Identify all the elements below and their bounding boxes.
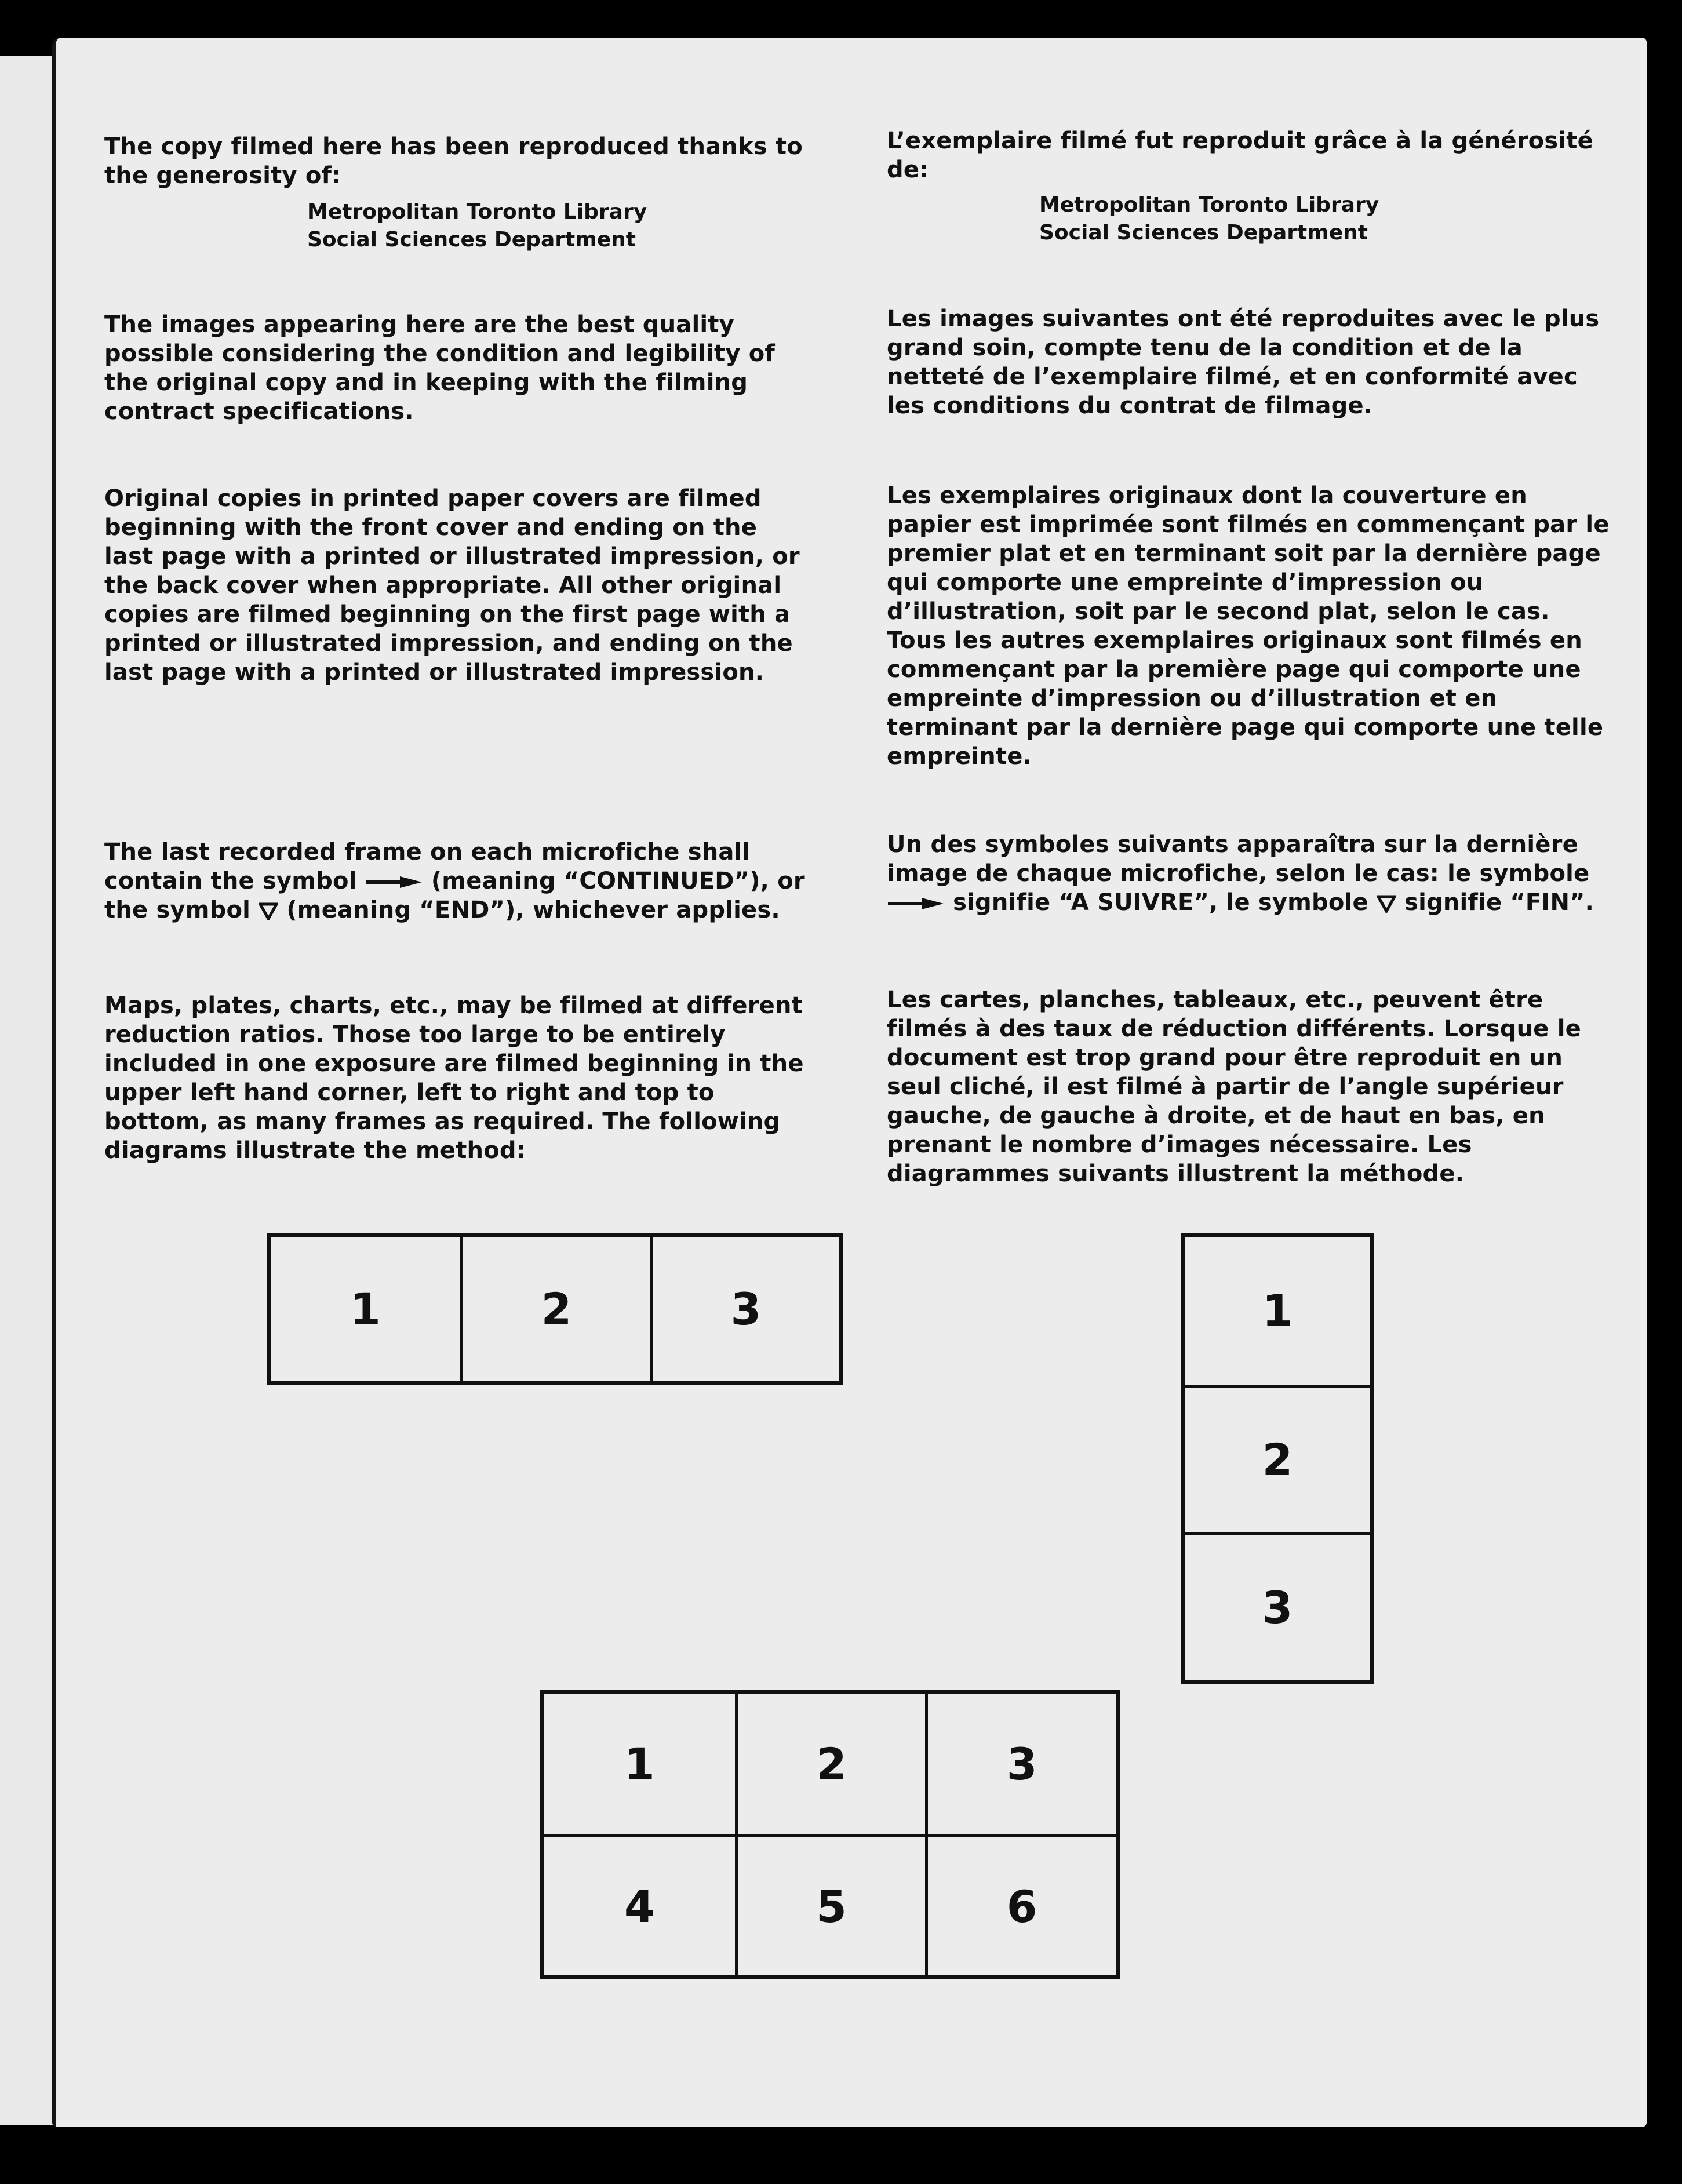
frame-cell: 2 xyxy=(735,1694,926,1834)
triangle-down-icon xyxy=(1377,894,1396,913)
arrow-right-icon xyxy=(365,875,423,889)
english-symbols-text-b: (meaning “CONTINUED”), or the symbol xyxy=(104,868,805,923)
horizontal-frame-diagram xyxy=(267,1233,843,1385)
frame-cell: 1 xyxy=(1262,1284,1293,1337)
french-symbols-text-a: Un des symboles suivants apparaîtra sur la dernière image de chaque microfiche, selon le cas: le symbole xyxy=(887,831,1590,887)
french-quality-paragraph: Les images suivantes ont été reproduites avec le plus grand soin, compte tenu de la condition et de la netteté de l’exemplaire filmé, et en conformité avec les conditions du contrat de filmage. xyxy=(887,305,1600,419)
frame-cell: 2 xyxy=(460,1237,650,1381)
english-quality-paragraph: The images appearing here are the best quality possible considering the condition and legibility of the original copy and in keeping with the filming contract specifications. xyxy=(104,311,776,425)
frame-cell: 2 xyxy=(1185,1385,1370,1533)
english-covers-paragraph: Original copies in printed paper covers are filmed beginning with the front cover and ending on the last page with a printed or illustrated impression, or the back cover when appropriate. All other original copies are filmed beginning on the first page with a printed or illustrated impression, and ending on the last page with a printed or illustrated impression. xyxy=(104,485,800,686)
previous-page-edge xyxy=(0,56,58,2125)
french-source-library: Metropolitan Toronto Library xyxy=(1039,193,1379,217)
french-symbols-paragraph xyxy=(887,830,1611,917)
french-intro: L’exemplaire filmé fut reproduit grâce à la générosité de: xyxy=(887,128,1593,183)
english-symbols-text-a: The last recorded frame on each microfiche shall contain the symbol xyxy=(104,839,751,894)
vertical-frame-diagram xyxy=(1181,1233,1374,1684)
english-source-library: Metropolitan Toronto Library xyxy=(307,200,647,224)
french-covers-paragraph: Les exemplaires originaux dont la couverture en papier est imprimée sont filmés en commençant par le premier plat et en terminant soit par la dernière page qui comporte une empreinte d’impression ou d’illustration, soit par le second plat, selon le cas. Tous les autres exemplaires originaux sont filmés en commençant par la première page qui comporte une empreinte d’impression ou d’illustration et en terminant par la dernière page qui comporte une telle empreinte. xyxy=(887,482,1610,770)
english-maps-paragraph: Maps, plates, charts, etc., may be filmed at different reduction ratios. Those too large to be entirely included in one exposure are filmed beginning in the upper left hand corner, left to right and top to bottom, as many frames as required. The following diagrams illustrate the method: xyxy=(104,992,804,1164)
frame-cell: 6 xyxy=(925,1834,1116,1975)
triangle-down-icon xyxy=(259,902,278,920)
english-source-department: Social Sciences Department xyxy=(307,228,636,252)
frame-cell: 4 xyxy=(544,1834,735,1975)
frame-cell: 1 xyxy=(350,1283,381,1335)
english-symbols-paragraph xyxy=(104,838,811,924)
french-symbols-text-c: signifie “FIN”. xyxy=(1404,889,1594,916)
frame-cell: 5 xyxy=(735,1834,926,1975)
frame-cell: 1 xyxy=(624,1738,655,1790)
french-maps-paragraph: Les cartes, planches, tableaux, etc., peuvent être filmés à des taux de réduction différents. Lorsque le document est trop grand pour être reproduit en un seul cliché, il est filmé à partir de l’angle supérieur gauche, de gauche à droite, et de haut en bas, en prenant le nombre d’images nécessaire. Les diagrammes suivants illustrent la méthode. xyxy=(887,987,1581,1187)
english-intro: The copy filmed here has been reproduced thanks to the generosity of: xyxy=(104,133,803,189)
french-symbols-text-b: signifie “A SUIVRE”, le symbole xyxy=(953,889,1368,916)
frame-cell: 3 xyxy=(1185,1532,1370,1680)
arrow-right-icon xyxy=(887,897,945,911)
grid-frame-diagram xyxy=(540,1690,1120,1979)
frame-cell: 3 xyxy=(650,1237,839,1381)
french-source-department: Social Sciences Department xyxy=(1039,221,1368,245)
english-symbols-text-c: (meaning “END”), whichever applies. xyxy=(286,897,780,923)
frame-cell: 3 xyxy=(925,1694,1116,1834)
